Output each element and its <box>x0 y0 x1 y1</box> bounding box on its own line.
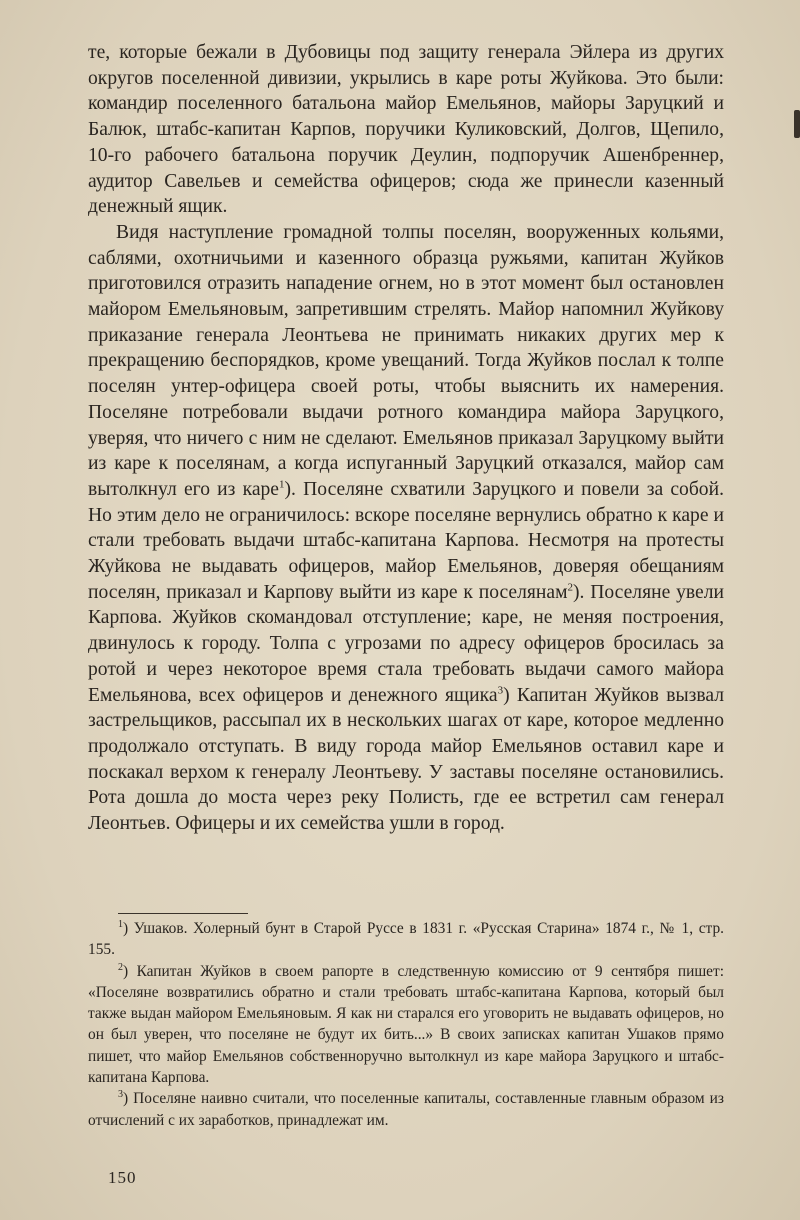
footnote-ref-3: 3 <box>497 684 504 697</box>
footnote-1 <box>88 918 724 961</box>
page-number: 150 <box>108 1168 137 1187</box>
footnote-text-3: ) Поселяне наивно считали, что поселенные капиталы, составленные главным образом из отчислений с их заработков, принадлежат им. <box>88 1090 724 1129</box>
footnote-2 <box>88 961 724 1089</box>
footnote-divider <box>118 913 248 914</box>
footnotes <box>88 918 724 1131</box>
footnote-mark-1: 1 <box>118 918 123 930</box>
paragraph-2-part-3: ). Поселяне увели Карпова. Жуйков скомандовал отступление; каре, не меняя построения, двинулось к городу. Толпа с угрозами по адресу офицеров бросилась за ротой и через некоторое время стала требовать выдачи самого майора Емельянова, всех офицеров и денежного ящика <box>88 581 724 706</box>
footnote-3 <box>88 1088 724 1131</box>
main-text <box>88 40 724 837</box>
paragraph-2-part-1: Видя наступление громадной толпы поселян, вооруженных кольями, саблями, охотничьими и казенного образца ружьями, капитан Жуйков приготовился отразить нападение огнем, но в этот момент был остановлен майором Емельяновым, запретившим стрелять. Майор напомнил Жуйкову приказание генерала Леонтьева не принимать никаких других мер к прекращению беспорядков, кроме увещаний. Тогда Жуйков послал к толпе поселян унтер-офицера своей роты, чтобы выяснить их намерения. Поселяне потребовали выдачи ротного командира майора Заруцкого, уверяя, что ничего с ним не сделают. Емельянов приказал Заруцкому выйти из каре к поселянам, а когда испуганный Заруцкий отказался, майор сам вытолкнул его из каре <box>88 221 724 500</box>
footnote-mark-3: 3 <box>118 1089 123 1101</box>
paragraph-2-part-2: ). Поселяне схватили Заруцкого и повели за собой. Но этим дело не ограничилось: вскоре поселяне вернулись обратно к каре и стали требовать выдачи штабс-капитана Карпова. Несмотря на протесты Жуйкова не выдавать офицеров, майор Емельянов, доверяя обещаниям поселян, приказал и Карпову выйти из каре к поселянам <box>88 478 724 603</box>
margin-mark <box>794 110 800 138</box>
paragraph-1: те, которые бежали в Дубовицы под защиту генерала Эйлера из других округов поселенной дивизии, укрылись в каре роты Жуйкова. Это были: командир поселенного батальона майор Емельянов, майоры Заруцкий и Балюк, штабс-капитан Карпов, поручики Куликовский, Долгов, Щепило, 10-го рабочего батальона поручик Деулин, подпоручик Ашенбреннер, аудитор Савельев и семейства офицеров; сюда же принесли казенный денежный ящик. <box>88 42 724 218</box>
footnote-mark-2: 2 <box>118 961 123 973</box>
paragraph-2-part-4: ) Капитан Жуйков вызвал застрельщиков, рассыпал их в нескольких шагах от каре, которое медленно продолжало отступать. В виду города майор Емельянов оставил каре и поскакал верхом к генералу Леонтьеву. У заставы поселяне остановились. Рота дошла до моста через реку Полисть, где ее встретил сам генерал Леонтьев. Офицеры и их семейства ушли в город. <box>88 684 724 835</box>
footnote-text-1: ) Ушаков. Холерный бунт в Старой Руссе в 1831 г. «Русская Старина» 1874 г., № 1, стр. 155. <box>88 920 724 959</box>
footnote-ref-1: 1 <box>279 478 285 491</box>
footnote-ref-2: 2 <box>567 581 573 594</box>
footnote-text-2: ) Капитан Жуйков в своем рапорте в следственную комиссию от 9 сентября пишет: «Поселяне возвратились обратно и стали требовать штабс-капитана Карпова, который был также выдан майором Емельяновым. Я как ни старался его уговорить не выдавать офицеров, но он был уверен, что поселяне не будут их бить...» В своих записках капитан Ушаков прямо пишет, что майор Емельянов собственноручно вытолкнул из каре майора Заруцкого и штабс-капитана Карпова. <box>88 962 724 1087</box>
paragraph-2 <box>88 220 724 837</box>
